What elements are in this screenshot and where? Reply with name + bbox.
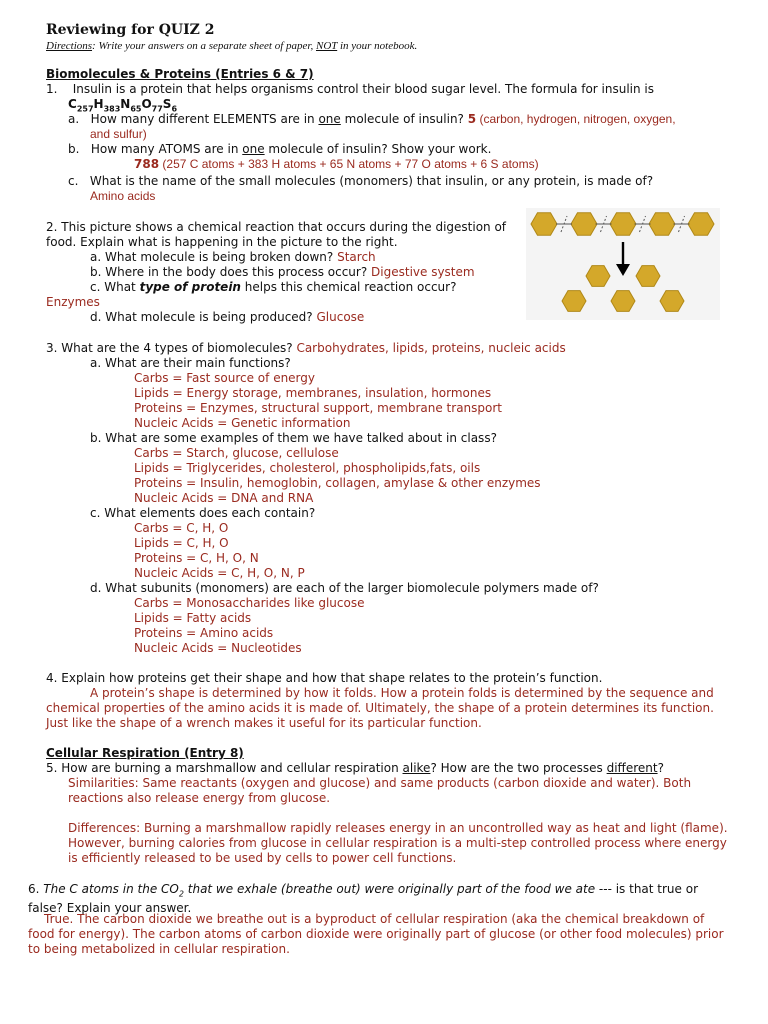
- answer-3a-nucleic: Nucleic Acids = Genetic information: [134, 416, 351, 430]
- starch-digestion-diagram: [526, 208, 720, 320]
- answer-3b-carbs: Carbs = Starch, glucose, cellulose: [134, 446, 339, 460]
- question-4: 4. Explain how proteins get their shape and how that shape relates to the protein’s function.: [46, 671, 603, 685]
- answer-5-differences: Differences: Burning a marshmallow rapidly releases energy in an uncontrolled way as heat and light (flame). However, burning calories from glucose in cellular respiration is a multi-step controlled process where energy is efficiently released to be used by cells to power cell functions.: [68, 821, 728, 865]
- question-2a: a. What molecule is being broken down? Starch: [90, 250, 376, 264]
- answer-3b-nucleic: Nucleic Acids = DNA and RNA: [134, 491, 314, 505]
- page-title: Reviewing for QUIZ 2: [46, 22, 215, 38]
- answer-3d-lipids: Lipids = Fatty acids: [134, 611, 252, 625]
- answer-1b: 788 (257 C atoms + 383 H atoms + 65 N atoms + 77 O atoms + 6 S atoms): [134, 157, 539, 171]
- answer-3a-carbs: Carbs = Fast source of energy: [134, 371, 316, 385]
- question-1: 1. Insulin is a protein that helps organisms control their blood sugar level. The formula for insulin is: [46, 82, 655, 96]
- answer-2c: Enzymes: [46, 295, 100, 309]
- question-3b: b. What are some examples of them we have talked about in class?: [90, 431, 497, 445]
- answer-3a-proteins: Proteins = Enzymes, structural support, membrane transport: [134, 401, 502, 415]
- question-3: 3. What are the 4 types of biomolecules? Carbohydrates, lipids, proteins, nucleic acids: [46, 341, 566, 355]
- answer-3b-lipids: Lipids = Triglycerides, cholesterol, phospholipids,fats, oils: [134, 461, 481, 475]
- question-1c: c. What is the name of the small molecules (monomers) that insulin, or any protein, is made of?: [68, 174, 654, 188]
- question-2d: d. What molecule is being produced? Glucose: [90, 310, 365, 324]
- answer-3d-carbs: Carbs = Monosaccharides like glucose: [134, 596, 365, 610]
- answer-1c: Amino acids: [90, 189, 156, 203]
- answer-3d-proteins: Proteins = Amino acids: [134, 626, 274, 640]
- answer-3a-lipids: Lipids = Energy storage, membranes, insulation, hormones: [134, 386, 492, 400]
- answer-3c-proteins: Proteins = C, H, O, N: [134, 551, 259, 565]
- answer-3d-nucleic: Nucleic Acids = Nucleotides: [134, 641, 302, 655]
- question-1b: b. How many ATOMS are in one molecule of insulin? Show your work.: [68, 142, 492, 156]
- answer-3b-proteins: Proteins = Insulin, hemoglobin, collagen, amylase & other enzymes: [134, 476, 541, 490]
- question-5: 5. How are burning a marshmallow and cellular respiration alike? How are the two processes different?: [46, 761, 664, 775]
- section-heading-biomolecules: Biomolecules & Proteins (Entries 6 & 7): [46, 67, 314, 81]
- question-3a: a. What are their main functions?: [90, 356, 291, 370]
- directions-label: Directions: [46, 40, 93, 52]
- directions: Directions: Write your answers on a separate sheet of paper, NOT in your notebook.: [46, 40, 418, 52]
- question-3d: d. What subunits (monomers) are each of the larger biomolecule polymers made of?: [90, 581, 599, 595]
- question-2-line1: 2. This picture shows a chemical reaction that occurs during the digestion of: [46, 220, 507, 234]
- insulin-formula: $C_{257}H_{383}N_{65}O_{77}S_6$: [68, 97, 178, 114]
- question-2-line2: food. Explain what is happening in the picture to the right.: [46, 235, 398, 249]
- question-3c: c. What elements does each contain?: [90, 506, 316, 520]
- answer-3c-carbs: Carbs = C, H, O: [134, 521, 229, 535]
- question-2c: c. What type of protein helps this chemical reaction occur?: [90, 280, 457, 294]
- answer-3c-nucleic: Nucleic Acids = C, H, O, N, P: [134, 566, 305, 580]
- answer-5-similarities: Similarities: Same reactants (oxygen and glucose) and same products (carbon dioxide and water). Both reactions also release energy from glucose.: [68, 776, 692, 805]
- section-heading-respiration: Cellular Respiration (Entry 8): [46, 746, 244, 760]
- question-6: 6. The C atoms in the $CO_2$ that we exhale (breathe out) were originally part of the food we ate --- is that true or false? Explain your answer.: [28, 882, 699, 916]
- question-1a: a. How many different ELEMENTS are in one molecule of insulin? 5 (carbon, hydrogen, nitrogen, oxygen,: [68, 112, 676, 126]
- answer-6: True. The carbon dioxide we breathe out is a byproduct of cellular respiration (aka the chemical breakdown of food for energy). The carbon atoms of carbon dioxide were originally part of glucose (or other food molecules) prior to being metabolized in cellular respiration.: [28, 912, 724, 956]
- question-2b: b. Where in the body does this process occur? Digestive system: [90, 265, 475, 279]
- answer-1a-cont: and sulfur): [90, 127, 147, 141]
- answer-3c-lipids: Lipids = C, H, O: [134, 536, 229, 550]
- answer-4: A protein’s shape is determined by how it folds. How a protein folds is determined by the sequence and chemical properties of the amino acids it is made of. Ultimately, the shape of a protein determines its function. Just like the shape of a wrench makes it useful for its particular function.: [46, 686, 714, 730]
